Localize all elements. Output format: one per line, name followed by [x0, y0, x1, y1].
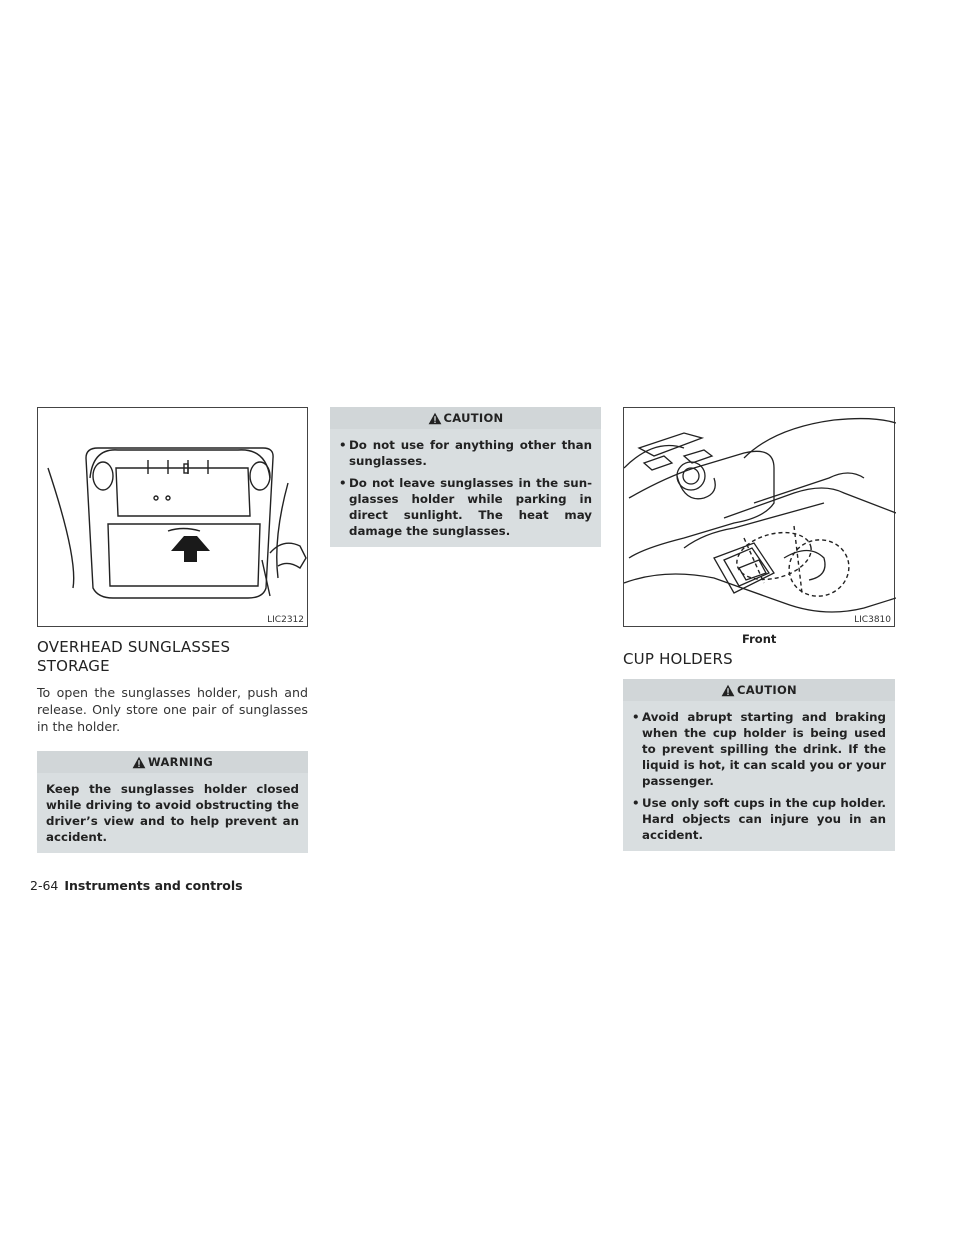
caution-list: [330, 429, 601, 547]
caution-header: [623, 679, 895, 701]
list-item-text: Avoid abrupt starting and braking when the cup holder is being used to prevent spilling the drink. If the liquid is hot, it can scald you or your passenger.: [642, 710, 886, 788]
section-title: Instruments and controls: [64, 878, 243, 893]
warning-triangle-icon: [428, 412, 442, 425]
section-heading: [37, 638, 308, 676]
list-item: [632, 709, 886, 789]
list-item: [339, 475, 592, 539]
left-column: [37, 407, 308, 853]
caution-title: CAUTION: [737, 683, 797, 697]
caution-box: [330, 407, 601, 547]
cup-holder-illustration: [624, 408, 896, 628]
figure-caption-front: Front: [742, 632, 777, 646]
list-item-text: Do not use for anything other than sunglasses.: [349, 438, 592, 468]
body-paragraph: To open the sunglasses holder, push and release. Only store one pair of sunglasses in the holder.: [37, 685, 308, 734]
cup-holder-figure: [623, 407, 895, 627]
caution-header: [330, 407, 601, 429]
figure-id: LIC3810: [854, 615, 891, 625]
heading-line-1: OVERHEAD SUNGLASSES: [37, 638, 231, 656]
caution-list: [623, 701, 895, 851]
bullet-dot: •: [632, 710, 640, 724]
figure-id: LIC2312: [267, 615, 304, 625]
warning-triangle-icon: [721, 684, 735, 697]
list-item-text: Do not leave sunglasses in the sun-glasses holder while parking in direct sunlight. The heat may damage the sunglasses.: [349, 476, 592, 538]
warning-title: WARNING: [148, 755, 213, 769]
page-footer: [30, 878, 243, 893]
sunglasses-holder-illustration: [38, 408, 309, 628]
bullet-dot: •: [339, 438, 347, 452]
warning-header: [37, 751, 308, 773]
warning-triangle-icon: [132, 756, 146, 769]
middle-column: [330, 407, 601, 547]
bullet-dot: •: [632, 796, 640, 810]
cup-holders-heading: CUP HOLDERS: [623, 650, 733, 668]
right-column: [623, 407, 895, 851]
caution-box: [623, 679, 895, 851]
list-item: [632, 795, 886, 843]
sunglasses-holder-figure: [37, 407, 308, 627]
list-item-text: Use only soft cups in the cup holder. Hard objects can injure you in an accident.: [642, 796, 886, 842]
warning-box: [37, 751, 308, 853]
list-item: [339, 437, 592, 469]
warning-text: Keep the sunglasses holder closed while driving to avoid obstructing the driver’s view and to help prevent an accident.: [46, 782, 299, 844]
bullet-dot: •: [339, 476, 347, 490]
page-number: 2-64: [30, 878, 59, 893]
heading-line-2: STORAGE: [37, 657, 110, 675]
caution-title: CAUTION: [443, 411, 504, 425]
